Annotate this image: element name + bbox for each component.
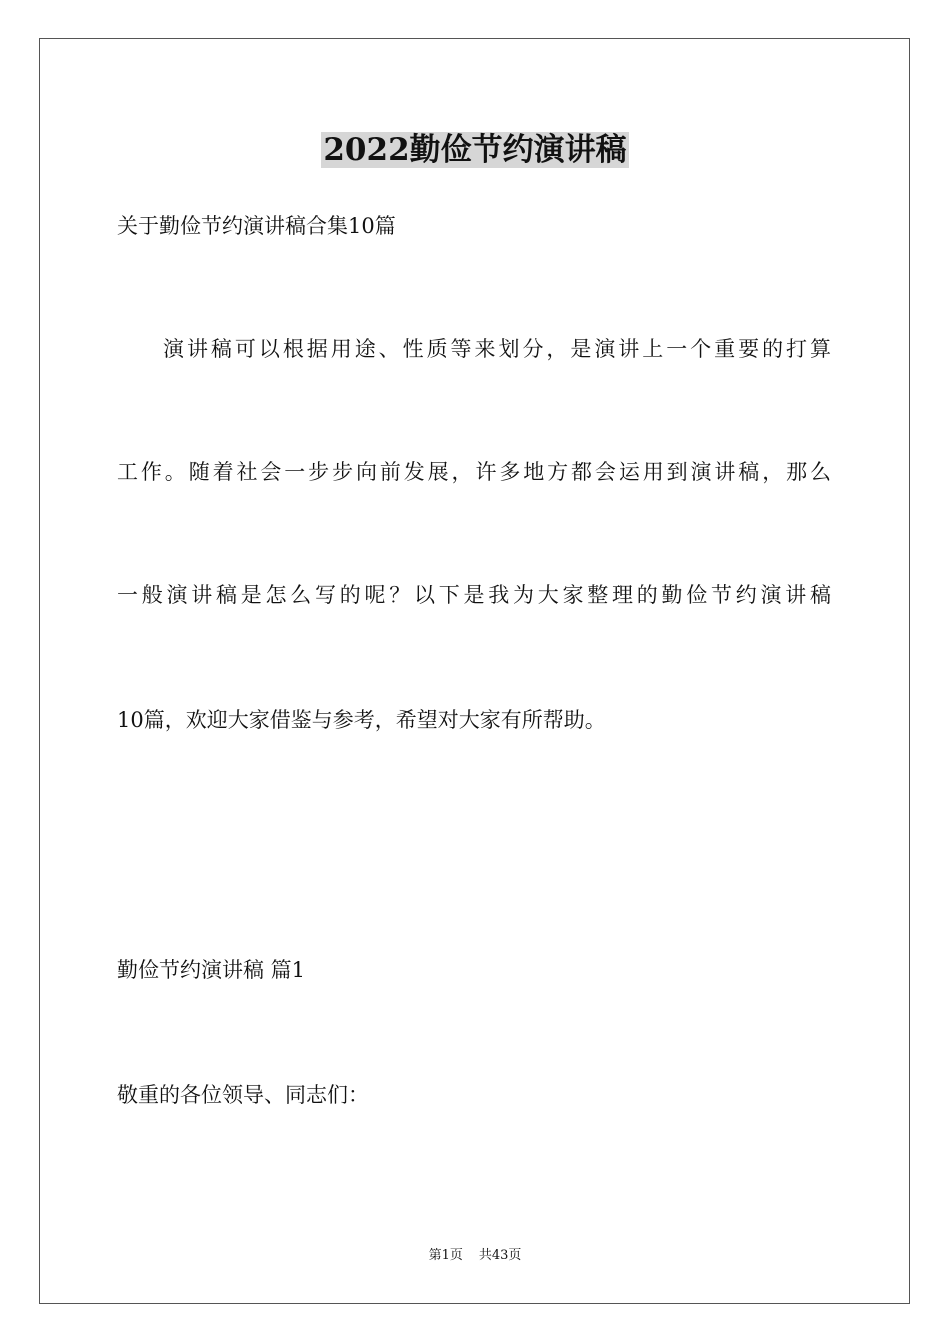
document-title	[0, 128, 950, 172]
document-subtitle: 关于勤俭节约演讲稿合集10篇	[117, 214, 396, 238]
page-number: 第1页	[428, 1248, 463, 1263]
page-total: 共43页	[478, 1248, 522, 1263]
intro-line-2: 工作。随着社会一步步向前发展，许多地方都会运用到演讲稿，那么	[117, 460, 831, 484]
document-title-text: 2022勤俭节约演讲稿	[323, 132, 627, 168]
salutation: 敬重的各位领导、同志们：	[117, 1083, 369, 1107]
section-heading: 勤俭节约演讲稿 篇1	[117, 958, 306, 982]
intro-line-1: 演讲稿可以根据用途、性质等来划分，是演讲上一个重要的打算	[163, 337, 831, 361]
intro-line-4: 10篇，欢迎大家借鉴与参考，希望对大家有所帮助。	[117, 708, 606, 732]
intro-line-3: 一般演讲稿是怎么写的呢？以下是我为大家整理的勤俭节约演讲稿	[117, 583, 831, 607]
page-footer	[0, 1247, 950, 1265]
